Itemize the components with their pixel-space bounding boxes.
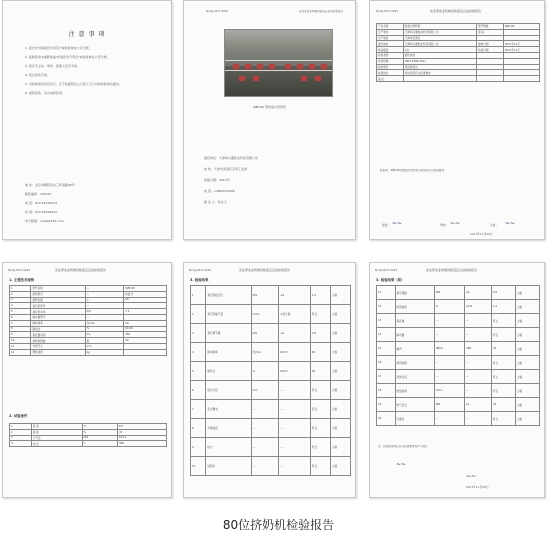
table-cell: 合格 <box>515 342 539 356</box>
table-cell: ≥1 <box>464 398 491 412</box>
table-cell: 合格 <box>515 356 539 370</box>
table-cell: — <box>251 457 279 476</box>
table-cell: 抽样日期 <box>477 41 504 47</box>
table-cell: 备 注 <box>377 76 404 82</box>
table-cell: kPa <box>82 435 117 441</box>
table-cell: 真空度稳定性 <box>206 286 251 305</box>
milking-parlor-photo <box>224 29 333 97</box>
info-line: 电 话：13802070000 <box>204 189 235 193</box>
table-row <box>377 356 540 370</box>
table-cell: 380 <box>117 441 166 447</box>
table-cell <box>124 349 167 355</box>
table-cell: 检验依据 <box>377 58 404 64</box>
table-cell: 合格 <box>515 384 539 398</box>
report-page-specs <box>2 262 172 498</box>
table-cell: ≤2 <box>279 324 311 343</box>
handwritten-signature: ~~ <box>450 220 461 227</box>
table-cell: 说明书 <box>206 457 251 476</box>
report-header: 农业部农业机械试验鉴定总站检验报告 <box>239 268 291 272</box>
section-title: 3. 检验结果 <box>190 278 209 282</box>
table-cell: 合格 <box>330 324 350 343</box>
table-cell: — <box>279 438 311 457</box>
table-cell: 合格 <box>515 412 539 426</box>
notice-list <box>25 46 153 100</box>
table-cell: 11 <box>10 343 31 349</box>
table-row <box>377 286 540 300</box>
table-cell: — <box>434 328 464 342</box>
table-cell: 符合 <box>311 305 331 324</box>
table-cell: 6 <box>10 314 31 320</box>
contact-line: 电 话：010-59199033 <box>25 201 58 205</box>
table-cell: 1 <box>10 286 31 292</box>
table-cell: 安全要求 <box>206 400 251 419</box>
table-cell: — <box>251 419 279 438</box>
specs-table <box>9 285 167 356</box>
table-cell: MΩ <box>434 398 464 412</box>
table-cell: % <box>251 362 279 381</box>
table-cell: 挤奶杯组 <box>395 356 434 370</box>
section-title: 2. 试验条件 <box>9 414 28 418</box>
client-info <box>204 156 258 211</box>
report-page-summary <box>369 0 545 240</box>
table-cell: 合格 <box>515 398 539 412</box>
table-cell: 合格 <box>330 419 350 438</box>
table-row <box>377 342 540 356</box>
info-line: 联 系 人：杨女士 <box>204 200 227 204</box>
report-number: No.QJ-2017 0293 <box>376 10 398 13</box>
table-cell: — <box>85 286 124 292</box>
table-cell: 电 压 <box>31 441 82 447</box>
table-cell: GB/T 8186-2011 <box>403 58 476 64</box>
table-cell: 样品数量 <box>377 47 404 53</box>
notice-item: 6. 委托检验，仅对来样负责。 <box>25 91 65 95</box>
table-cell: 20 <box>377 412 396 426</box>
table-cell: 湿 度 <box>31 429 82 435</box>
section-title: 1. 主要技术规格 <box>9 278 35 282</box>
table-cell: — <box>85 303 124 309</box>
table-cell: 12 <box>10 349 31 355</box>
table-cell: 转盘转速 <box>395 384 434 398</box>
notice-item: 4. 报告涂改无效。 <box>25 73 50 77</box>
table-cell: 符合 <box>311 400 331 419</box>
table-cell: 0.6 <box>491 286 515 300</box>
table-cell: 12 <box>377 300 396 314</box>
table-cell: 清洗系统 <box>395 370 434 384</box>
table-cell: r/min <box>434 384 464 398</box>
reviewer-label: 审核： <box>440 223 449 227</box>
table-row <box>10 349 167 355</box>
table-cell: — <box>464 384 491 398</box>
table-cell: 真空泵功率 <box>31 309 85 315</box>
notice-item: 3. 报告无主检、审核、批准人签字无效。 <box>25 64 80 68</box>
table-cell: 10 <box>10 338 31 344</box>
contact-line: 电子邮箱：nmjd@163.com <box>25 219 64 223</box>
table-cell: — <box>279 419 311 438</box>
table-row <box>191 419 351 438</box>
table-cell: 11 <box>377 286 396 300</box>
table-cell: 产品名称 <box>377 24 404 30</box>
table-row <box>191 381 351 400</box>
table-cell: mL <box>85 332 124 338</box>
table-cell: 8 <box>191 419 206 438</box>
table-cell: 合格 <box>330 438 350 457</box>
contact-block <box>25 183 75 228</box>
table-cell: 型号名称 <box>31 286 85 292</box>
table-cell: 18 <box>377 384 396 398</box>
table-cell: 符合 <box>491 384 515 398</box>
table-cell: V <box>82 441 117 447</box>
table-cell: ≤80 <box>464 342 491 356</box>
table-cell: 4 <box>191 343 206 362</box>
table-cell: L/min <box>251 305 279 324</box>
table-cell: 符合 <box>491 356 515 370</box>
table-cell: kg <box>85 349 124 355</box>
table-cell: 符合 <box>311 438 331 457</box>
table-cell: 6 <box>191 381 206 400</box>
table-cell: 真空泵抽气量 <box>206 305 251 324</box>
table-cell: 2 <box>191 305 206 324</box>
table-cell: 脉动器 <box>395 328 434 342</box>
report-number: No.QJ-2017 0293 <box>8 269 30 272</box>
section-title: 3. 检验结果（续） <box>376 278 405 282</box>
table-cell: % <box>82 429 117 435</box>
table-cell: 60 <box>124 320 167 326</box>
table-cell: 50 <box>491 398 515 412</box>
table-row <box>191 305 351 324</box>
table-cell: 奶衬口径 <box>206 381 251 400</box>
report-date: 2017年11月20日 <box>466 485 489 489</box>
table-row <box>377 384 540 398</box>
table-row <box>377 314 540 328</box>
table-row <box>191 343 351 362</box>
table-cell: 温 度 <box>31 424 82 430</box>
table-cell: 合格 <box>330 457 350 476</box>
table-cell: % <box>434 300 464 314</box>
table-cell: 合格 <box>515 286 539 300</box>
table-cell: 转盘式 <box>124 291 167 297</box>
handwritten-signature: ~~ <box>396 461 407 468</box>
table-cell: 76 <box>491 342 515 356</box>
table-cell: 101.1 <box>117 435 166 441</box>
table-cell: 合格 <box>515 328 539 342</box>
table-cell: 9 <box>191 438 206 457</box>
table-cell: 集乳器容积 <box>31 332 85 338</box>
table-cell: 1.0 <box>311 286 331 305</box>
handwritten-signature: ~~ <box>505 220 516 227</box>
info-line: 地 址：天津市武清区京滨工业园 <box>204 167 247 171</box>
table-cell: 可靠性 <box>395 412 434 426</box>
table-cell: 符合 <box>491 328 515 342</box>
results-note: 注：检验结果判定符合标准要求的为"合格"。 <box>378 445 430 448</box>
table-row <box>377 76 540 82</box>
table-cell: 脉动频率 <box>31 320 85 326</box>
table-cell: 2 <box>10 429 32 435</box>
table-cell: ≤2 <box>464 286 491 300</box>
table-cell: 9 <box>10 332 31 338</box>
table-cell: 生产单位 <box>377 29 404 35</box>
table-cell: 符合 <box>491 314 515 328</box>
table-cell: % <box>85 326 124 332</box>
table-cell: — <box>434 370 464 384</box>
table-cell: 合格 <box>515 300 539 314</box>
table-cell: 60±5 <box>279 362 311 381</box>
table-cell: — <box>464 356 491 370</box>
table-cell: 8.5 <box>117 424 166 430</box>
table-cell: 脉动比 <box>206 362 251 381</box>
contact-line: 地 址：北京市朝阳区东三环南路96号 <box>25 183 75 187</box>
table-cell: 天津和兴通牧业科技有限公司 <box>403 29 476 35</box>
table-row <box>191 286 351 305</box>
table-cell: 合格 <box>330 381 350 400</box>
table-cell: — <box>434 412 464 426</box>
table-cell: — <box>464 328 491 342</box>
table-cell: 2017年11月 <box>503 47 539 53</box>
table-cell: 合格 <box>330 400 350 419</box>
table-cell: 19 <box>377 398 396 412</box>
notice-title: 注 意 事 项 <box>68 31 106 38</box>
table-cell: 检验结论 <box>377 70 404 76</box>
table-row <box>377 370 540 384</box>
table-cell: 60 <box>311 343 331 362</box>
table-cell: 大气压 <box>31 435 82 441</box>
table-row <box>191 362 351 381</box>
table-cell <box>503 76 539 82</box>
table-cell: 组 <box>85 338 124 344</box>
table-cell: — <box>464 314 491 328</box>
table-cell: 次/min <box>251 343 279 362</box>
handwritten-signature: ~~ <box>466 473 477 480</box>
table-cell: 合格 <box>330 305 350 324</box>
table-cell: dB(A) <box>434 342 464 356</box>
table-row <box>377 328 540 342</box>
table-cell: 见检验报告 <box>403 64 476 70</box>
table-cell: 合格 <box>330 286 350 305</box>
notice-item: 1. 报告无"检验报告专用章"或检验单位公章无效。 <box>25 46 92 50</box>
contact-line: 传 真：010-59199022 <box>25 210 58 214</box>
table-cell: 真空管路 <box>395 286 434 300</box>
table-cell: 5 <box>191 362 206 381</box>
table-cell: 10 <box>191 457 206 476</box>
table-cell: 7.5 <box>124 309 167 315</box>
table-cell: 脉动频率 <box>206 343 251 362</box>
table-cell <box>403 76 476 82</box>
table-cell: 检验项目 <box>377 64 404 70</box>
table-cell: 天津市武清区 <box>403 35 476 41</box>
table-cell: 符合 <box>311 381 331 400</box>
table-row <box>377 300 540 314</box>
table-cell: 天津和兴通牧业科技有限公司 <box>403 41 476 47</box>
table-cell: — <box>251 400 279 419</box>
results-table <box>190 285 351 476</box>
results-continued-table <box>376 285 540 426</box>
table-cell: 合格 <box>515 314 539 328</box>
table-cell: — <box>464 412 491 426</box>
table-row <box>377 412 540 426</box>
table-cell: 整机质量 <box>31 349 85 355</box>
table-cell: 7 <box>191 400 206 419</box>
table-cell: 60:40 <box>124 326 167 332</box>
summary-conclusion: 经检验，9JBY-80型转盘式挤奶机所检项目符合标准要求。 <box>380 169 447 172</box>
table-cell: — <box>464 370 491 384</box>
table-cell: — <box>85 314 124 320</box>
table-cell: — <box>434 356 464 370</box>
table-cell: 9JBY-80 <box>503 24 539 30</box>
table-cell: mm <box>85 343 124 349</box>
table-cell: 所检项目符合标准要求 <box>403 70 476 76</box>
table-cell: ≥设计值 <box>279 305 311 324</box>
table-cell: — <box>85 291 124 297</box>
table-cell: — <box>251 438 279 457</box>
report-page-results-continued <box>369 262 545 498</box>
table-cell: 17 <box>377 370 396 384</box>
table-cell: — <box>279 400 311 419</box>
table-cell: 7 <box>10 320 31 326</box>
table-cell: 1 <box>191 286 206 305</box>
report-header: 农业部农业机械试验鉴定总站检验报告 <box>430 9 482 13</box>
table-cell: 13 <box>377 314 396 328</box>
table-cell: 1.0 <box>491 300 515 314</box>
handwritten-signature: ~~ <box>392 220 403 227</box>
photo-caption: 9JBY-80 型转盘式挤奶机 <box>252 105 287 109</box>
table-cell: 80 <box>124 338 167 344</box>
table-cell: 5 <box>10 309 31 315</box>
table-cell: 2017年11月 <box>503 41 539 47</box>
table-cell: 80 <box>124 297 167 303</box>
table-cell: 型号规格 <box>477 24 504 30</box>
table-cell: 标志 <box>206 438 251 457</box>
inspector-label: 主检： <box>490 223 499 227</box>
report-number: No.QJ-2017 0293 <box>375 269 397 272</box>
table-cell: 14 <box>377 328 396 342</box>
table-cell: 1台 <box>403 47 476 53</box>
report-page-results <box>183 262 356 498</box>
table-cell: ≤2 <box>279 286 311 305</box>
table-cell: kPa <box>251 324 279 343</box>
table-row <box>191 400 351 419</box>
approver-label: 批准： <box>382 223 391 227</box>
table-cell: 真空泵型号 <box>31 303 85 309</box>
table-cell: 3 <box>191 324 206 343</box>
table-row <box>377 398 540 412</box>
notice-item: 2. 复制报告未重新加盖"检验报告专用章"或检验单位公章无效。 <box>25 55 110 59</box>
table-cell: 9JBY-80 <box>124 286 167 292</box>
table-cell: 商 标 <box>477 29 504 35</box>
info-line: 检验日期：2017年 <box>204 178 230 182</box>
conditions-table <box>9 423 167 447</box>
report-header: 农业部农业机械试验鉴定总站检验报告 <box>298 10 343 13</box>
report-header: 农业部农业机械试验鉴定总站检验报告 <box>426 268 478 272</box>
table-cell: 次/min <box>85 320 124 326</box>
table-cell: 8 <box>10 326 31 332</box>
table-cell: 16 <box>377 356 396 370</box>
info-line: 委托单位：天津和兴通牧业科技有限公司 <box>204 156 259 160</box>
table-cell: 噪声 <box>395 342 434 356</box>
table-cell: 3 <box>10 435 32 441</box>
table-cell <box>477 76 504 82</box>
notice-item: 5. 对检验报告若有异议，应于收到报告之日起十五日内向检验单位提出。 <box>25 82 122 86</box>
table-cell: 挤奶杯组数 <box>31 338 85 344</box>
report-number: No.QJ-2017 0293 <box>189 269 211 272</box>
table-cell: 脉动器型号 <box>31 314 85 320</box>
table-cell: 电气安全 <box>395 398 434 412</box>
table-cell: 符合 <box>311 457 331 476</box>
table-row <box>191 324 351 343</box>
report-page-notice <box>2 0 172 240</box>
summary-table <box>376 23 540 82</box>
table-cell: 委托单位 <box>377 41 404 47</box>
table-cell: 外观质量 <box>206 419 251 438</box>
table-cell: — <box>434 314 464 328</box>
table-cell: 4 <box>10 303 31 309</box>
table-cell: 符合 <box>311 419 331 438</box>
table-cell: kW <box>85 309 124 315</box>
report-header: 农业部农业机械试验鉴定总站检验报告 <box>55 268 107 272</box>
image-caption: 80位挤奶机检验报告 <box>222 518 335 532</box>
table-cell: 符合 <box>491 370 515 384</box>
table-cell: ℃ <box>82 424 117 430</box>
table-row <box>191 438 351 457</box>
table-cell: kPa <box>251 286 279 305</box>
table-cell: 奶管坡度 <box>395 300 434 314</box>
report-date: 2017年11月20日 <box>470 232 493 236</box>
table-row <box>191 457 351 476</box>
table-cell: 符合 <box>491 412 515 426</box>
table-cell: 结构型式 <box>31 291 85 297</box>
table-cell: 350 <box>124 332 167 338</box>
report-number: No.QJ-2017 0293 <box>206 10 228 13</box>
table-cell: 集乳器 <box>395 314 434 328</box>
table-cell: 委托检验 <box>403 52 476 58</box>
table-cell: 生产地址 <box>377 35 404 41</box>
table-cell: ≥0.8 <box>464 300 491 314</box>
table-cell: 外形尺寸 <box>31 343 85 349</box>
table-cell: 合格 <box>515 370 539 384</box>
table-cell: 检验类别 <box>377 52 404 58</box>
table-cell: 脉动比 <box>31 326 85 332</box>
table-cell: 真空调节器 <box>206 324 251 343</box>
table-row <box>10 441 167 447</box>
contact-line: 邮政编码：100122 <box>25 192 52 196</box>
table-cell: 挤奶位数 <box>31 297 85 303</box>
table-cell: — <box>279 381 311 400</box>
table-cell: 15 <box>377 342 396 356</box>
table-cell: 合格 <box>330 343 350 362</box>
report-page-photo <box>183 0 356 240</box>
table-cell: 合格 <box>330 362 350 381</box>
table-cell: 60 <box>311 362 331 381</box>
table-cell: 2 <box>10 291 31 297</box>
table-cell: 检验日期 <box>477 47 504 53</box>
table-cell: — <box>279 457 311 476</box>
table-cell: 45 <box>117 429 166 435</box>
table-cell: 60±3 <box>279 343 311 362</box>
table-cell: 3 <box>10 297 31 303</box>
table-cell: kPa <box>434 286 464 300</box>
table-cell: 1 <box>10 424 32 430</box>
table-cell: 转盘式挤奶机 <box>403 24 476 30</box>
table-cell: 0.8 <box>311 324 331 343</box>
table-cell: 4 <box>10 441 32 447</box>
table-cell: 个 <box>85 297 124 303</box>
table-cell: mm <box>251 381 279 400</box>
